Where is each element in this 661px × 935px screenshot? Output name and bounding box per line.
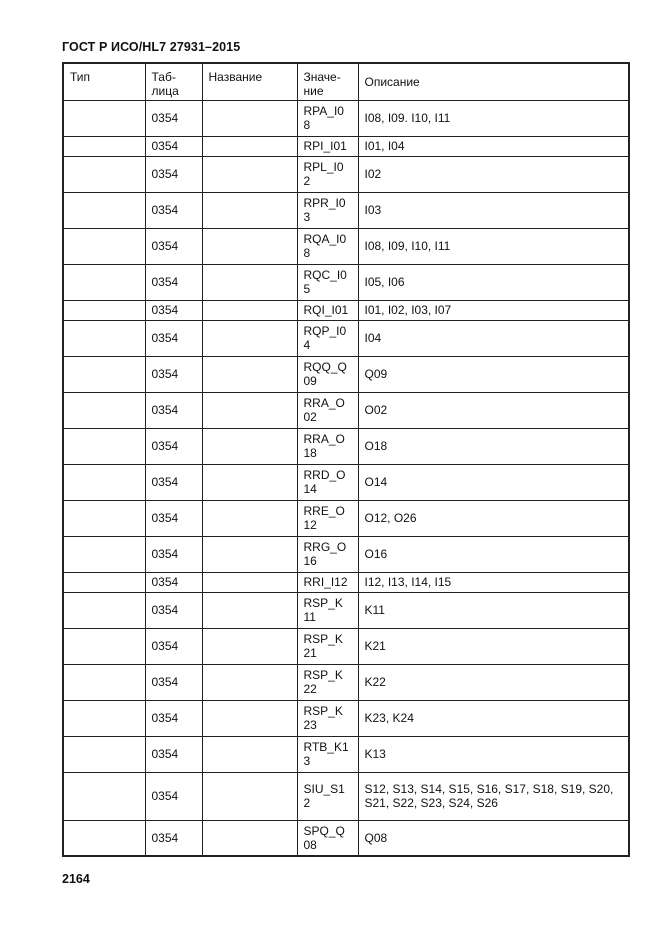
page-number: 2164 xyxy=(62,872,90,886)
cell-value-part2: 23 xyxy=(303,718,317,732)
cell-value-part1: RQI_I01 xyxy=(303,303,349,317)
cell-name xyxy=(202,428,297,464)
table-row xyxy=(63,464,629,500)
cell-description: K22 xyxy=(358,664,629,700)
cell-table: 0354 xyxy=(145,736,202,772)
cell-value xyxy=(297,820,358,856)
cell-type xyxy=(63,592,145,628)
cell-value xyxy=(297,772,358,820)
cell-description: I01, I04 xyxy=(358,136,629,156)
cell-description: I05, I06 xyxy=(358,264,629,300)
cell-table: 0354 xyxy=(145,264,202,300)
column-header-table xyxy=(145,63,202,100)
cell-description: I01, I02, I03, I07 xyxy=(358,300,629,320)
cell-value xyxy=(297,736,358,772)
cell-type xyxy=(63,392,145,428)
cell-value-part1: RPR_I0 xyxy=(303,196,346,210)
cell-value-part1: RPL_I0 xyxy=(303,160,344,174)
cell-type xyxy=(63,356,145,392)
cell-name xyxy=(202,300,297,320)
cell-description: S12, S13, S14, S15, S16, S17, S18, S19, S20, S21, S22, S23, S24, S26 xyxy=(358,772,629,820)
table-row xyxy=(63,356,629,392)
cell-type xyxy=(63,320,145,356)
cell-value-part1: RSP_K xyxy=(303,704,343,718)
column-header-value-line1: Значе- xyxy=(303,70,341,84)
cell-table: 0354 xyxy=(145,592,202,628)
table-row xyxy=(63,736,629,772)
cell-table: 0354 xyxy=(145,772,202,820)
table-row xyxy=(63,536,629,572)
cell-value xyxy=(297,664,358,700)
cell-value-part2: 08 xyxy=(303,837,317,852)
cell-value-part2: 5 xyxy=(303,282,311,296)
cell-value-part1: SPQ_Q xyxy=(303,823,345,838)
cell-table: 0354 xyxy=(145,300,202,320)
cell-name xyxy=(202,392,297,428)
cell-name xyxy=(202,700,297,736)
table-row xyxy=(63,592,629,628)
cell-value-part1: RQA_I0 xyxy=(303,232,347,246)
column-header-value-line2: ние xyxy=(303,84,324,98)
cell-type xyxy=(63,156,145,192)
cell-type xyxy=(63,536,145,572)
cell-value-part1: SIU_S1 xyxy=(303,782,345,796)
table-header-row xyxy=(63,63,629,100)
column-header-name: Название xyxy=(202,63,297,100)
table-row xyxy=(63,264,629,300)
cell-value-part2: 3 xyxy=(303,210,311,224)
cell-value-part2: 8 xyxy=(303,118,311,132)
cell-value xyxy=(297,264,358,300)
cell-value-part1: RQP_I0 xyxy=(303,324,347,338)
cell-value-part1: RPI_I01 xyxy=(303,139,347,153)
cell-value-part2: 18 xyxy=(303,446,317,460)
cell-description: I04 xyxy=(358,320,629,356)
table-row xyxy=(63,500,629,536)
cell-name xyxy=(202,500,297,536)
cell-table: 0354 xyxy=(145,500,202,536)
cell-description: I12, I13, I14, I15 xyxy=(358,572,629,592)
column-header-value xyxy=(297,63,358,100)
table-row xyxy=(63,156,629,192)
cell-name xyxy=(202,100,297,136)
cell-type xyxy=(63,100,145,136)
cell-table: 0354 xyxy=(145,228,202,264)
cell-type xyxy=(63,736,145,772)
cell-table: 0354 xyxy=(145,136,202,156)
cell-value-part2: 14 xyxy=(303,482,317,496)
cell-name xyxy=(202,536,297,572)
cell-name xyxy=(202,356,297,392)
cell-value-part1: RRA_O xyxy=(303,432,345,446)
cell-value-part2: 21 xyxy=(303,646,317,660)
column-header-type: Тип xyxy=(63,63,145,100)
cell-table: 0354 xyxy=(145,156,202,192)
cell-value-part1: RQC_I0 xyxy=(303,268,347,282)
cell-value-part1: RRI_I12 xyxy=(303,575,348,589)
cell-value xyxy=(297,156,358,192)
cell-description: O18 xyxy=(358,428,629,464)
cell-name xyxy=(202,572,297,592)
cell-description: K13 xyxy=(358,736,629,772)
cell-table: 0354 xyxy=(145,392,202,428)
cell-table: 0354 xyxy=(145,572,202,592)
cell-value-part2: 8 xyxy=(303,246,311,260)
cell-name xyxy=(202,592,297,628)
cell-value xyxy=(297,136,358,156)
cell-name xyxy=(202,736,297,772)
table-row xyxy=(63,820,629,856)
cell-value-part1: RSP_K xyxy=(303,596,343,610)
cell-value-part2: 2 xyxy=(303,796,311,810)
cell-description: K23, K24 xyxy=(358,700,629,736)
table-row xyxy=(63,572,629,592)
cell-table: 0354 xyxy=(145,628,202,664)
document-header: ГОСТ Р ИСО/HL7 27931–2015 xyxy=(62,40,241,54)
cell-type xyxy=(63,500,145,536)
cell-value-part2: 02 xyxy=(303,410,317,424)
table-row xyxy=(63,228,629,264)
cell-value-part1: RSP_K xyxy=(303,632,343,646)
cell-value xyxy=(297,300,358,320)
cell-value-part2: 22 xyxy=(303,682,317,696)
column-header-table-line2: лица xyxy=(151,84,179,98)
cell-name xyxy=(202,320,297,356)
table-row xyxy=(63,392,629,428)
cell-description: I08, I09, I10, I11 xyxy=(358,228,629,264)
cell-description: O14 xyxy=(358,464,629,500)
cell-value xyxy=(297,700,358,736)
cell-value-part2: 3 xyxy=(303,754,311,768)
cell-type xyxy=(63,228,145,264)
cell-value xyxy=(297,536,358,572)
table-row xyxy=(63,300,629,320)
cell-value-part1: RSP_K xyxy=(303,668,343,682)
column-header-table-line1: Таб- xyxy=(151,70,176,84)
cell-value-part1: RRE_O xyxy=(303,504,345,518)
column-header-description: Описание xyxy=(358,63,629,100)
cell-name xyxy=(202,820,297,856)
cell-name xyxy=(202,264,297,300)
cell-type xyxy=(63,664,145,700)
cell-value xyxy=(297,500,358,536)
cell-value-part1: RQQ_Q xyxy=(303,360,347,374)
cell-value xyxy=(297,464,358,500)
cell-description: K21 xyxy=(358,628,629,664)
cell-description: O02 xyxy=(358,392,629,428)
cell-type xyxy=(63,300,145,320)
cell-description: Q09 xyxy=(358,356,629,392)
cell-name xyxy=(202,228,297,264)
cell-name xyxy=(202,772,297,820)
cell-value xyxy=(297,392,358,428)
table-row xyxy=(63,100,629,136)
cell-table: 0354 xyxy=(145,464,202,500)
cell-name xyxy=(202,664,297,700)
cell-value-part2: 12 xyxy=(303,518,317,532)
cell-value xyxy=(297,320,358,356)
cell-type xyxy=(63,464,145,500)
cell-table: 0354 xyxy=(145,700,202,736)
table-row xyxy=(63,320,629,356)
cell-value-part1: RPA_I0 xyxy=(303,104,344,118)
cell-table: 0354 xyxy=(145,536,202,572)
cell-value xyxy=(297,428,358,464)
cell-value xyxy=(297,192,358,228)
cell-table: 0354 xyxy=(145,664,202,700)
cell-description: K11 xyxy=(358,592,629,628)
table-row xyxy=(63,192,629,228)
cell-value xyxy=(297,356,358,392)
cell-value-part1: RTB_K1 xyxy=(303,740,349,754)
table-body xyxy=(63,100,629,856)
cell-name xyxy=(202,136,297,156)
table-row xyxy=(63,772,629,820)
cell-value xyxy=(297,100,358,136)
table-row xyxy=(63,428,629,464)
cell-type xyxy=(63,772,145,820)
cell-name xyxy=(202,464,297,500)
cell-table: 0354 xyxy=(145,320,202,356)
cell-table: 0354 xyxy=(145,356,202,392)
cell-type xyxy=(63,428,145,464)
cell-value-part1: RRG_O xyxy=(303,540,347,554)
cell-table: 0354 xyxy=(145,192,202,228)
cell-table: 0354 xyxy=(145,100,202,136)
cell-table: 0354 xyxy=(145,428,202,464)
cell-value xyxy=(297,228,358,264)
table-row xyxy=(63,136,629,156)
codes-table xyxy=(62,62,630,857)
table-row xyxy=(63,628,629,664)
cell-name xyxy=(202,156,297,192)
cell-type xyxy=(63,572,145,592)
cell-type xyxy=(63,192,145,228)
cell-value xyxy=(297,572,358,592)
cell-type xyxy=(63,628,145,664)
cell-value xyxy=(297,628,358,664)
table-row xyxy=(63,664,629,700)
cell-description: I03 xyxy=(358,192,629,228)
cell-value xyxy=(297,592,358,628)
cell-value-part2: 16 xyxy=(303,554,317,568)
cell-value-part1: RRA_O xyxy=(303,396,345,410)
cell-value-part2: 2 xyxy=(303,174,311,188)
cell-value-part1: RRD_O xyxy=(303,468,346,482)
cell-description: Q08 xyxy=(358,820,629,856)
cell-name xyxy=(202,628,297,664)
cell-description: I02 xyxy=(358,156,629,192)
cell-type xyxy=(63,136,145,156)
cell-description: I08, I09. I10, I11 xyxy=(358,100,629,136)
cell-value-part2: 09 xyxy=(303,374,317,388)
cell-type xyxy=(63,264,145,300)
cell-type xyxy=(63,820,145,856)
cell-description: O16 xyxy=(358,536,629,572)
cell-value-part2: 11 xyxy=(303,610,316,624)
cell-table: 0354 xyxy=(145,820,202,856)
cell-name xyxy=(202,192,297,228)
cell-type xyxy=(63,700,145,736)
cell-description: O12, O26 xyxy=(358,500,629,536)
cell-value-part2: 4 xyxy=(303,338,311,352)
table-row xyxy=(63,700,629,736)
